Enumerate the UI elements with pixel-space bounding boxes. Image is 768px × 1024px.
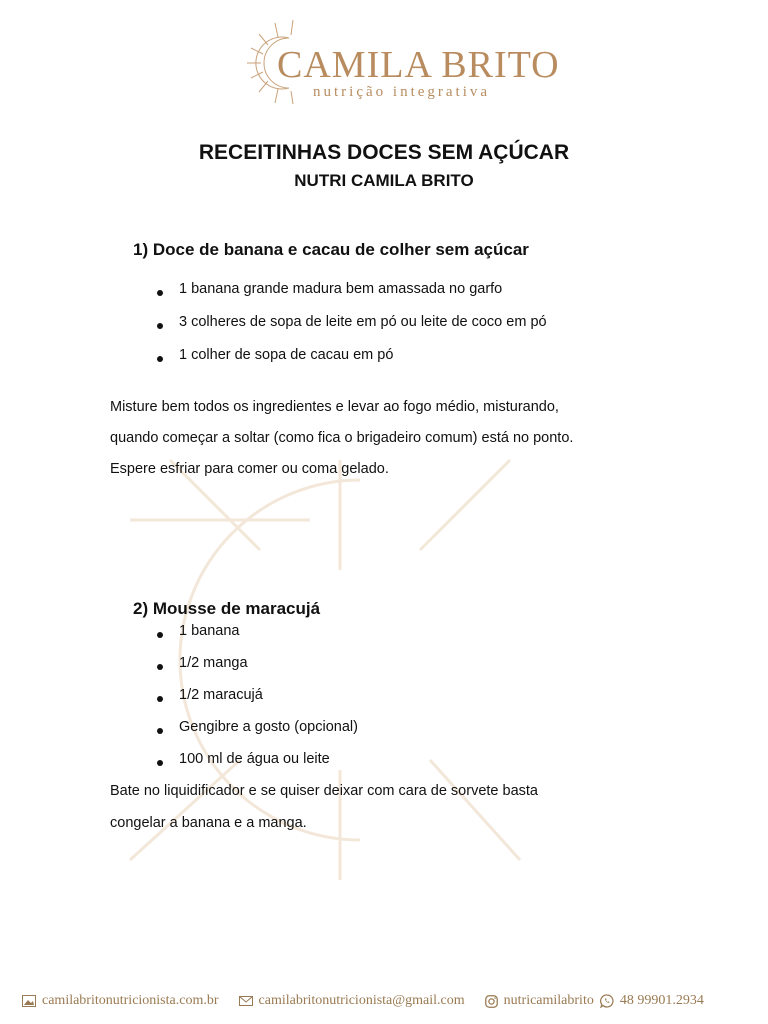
instagram-icon	[485, 995, 498, 1008]
recipe-1-ingredient-list	[155, 281, 547, 380]
list-item: 3 colheres de sopa de leite em pó ou leite de coco em pó	[155, 314, 547, 347]
recipe-2-heading: 2) Mousse de maracujá	[133, 599, 321, 618]
list-item: Gengibre a gosto (opcional)	[155, 719, 358, 751]
page-subtitle: NUTRI CAMILA BRITO	[294, 171, 474, 190]
footer-instagram-link[interactable]: nutricamilabrito	[503, 993, 594, 1008]
page-title: RECEITINHAS DOCES SEM AÇÚCAR	[198, 141, 570, 164]
list-item: 100 ml de água ou leite	[155, 751, 358, 783]
footer-phone[interactable]: 48 99901.2934	[619, 993, 704, 1008]
whatsapp-icon	[600, 994, 614, 1008]
recipe-1-instructions-line: Misture bem todos os ingredientes e levar ao fogo médio, misturando,	[110, 399, 559, 415]
footer-email-link[interactable]: camilabritonutricionista@gmail.com	[258, 993, 465, 1008]
list-item: 1 banana grande madura bem amassada no garfo	[155, 281, 547, 314]
footer-contacts	[22, 991, 704, 1011]
logo-name: CAMILA BRITO	[277, 44, 560, 86]
list-item: 1/2 manga	[155, 655, 358, 687]
recipe-1-instructions-line: Espere esfriar para comer ou coma gelado.	[110, 461, 389, 477]
recipe-2-ingredient-list	[155, 623, 358, 783]
logo-tagline: nutrição integrativa	[313, 84, 491, 100]
footer-website-link[interactable]: camilabritonutricionista.com.br	[42, 993, 219, 1008]
recipe-2-instructions-line: congelar a banana e a manga.	[110, 815, 307, 831]
envelope-icon	[239, 996, 253, 1006]
list-item: 1 banana	[155, 623, 358, 655]
list-item: 1/2 maracujá	[155, 687, 358, 719]
recipe-1-instructions-line: quando começar a soltar (como fica o brigadeiro comum) está no ponto.	[110, 430, 574, 446]
brand-logo	[245, 18, 560, 106]
image-icon	[22, 995, 36, 1007]
recipe-2-instructions-line: Bate no liquidificador e se quiser deixar com cara de sorvete basta	[110, 783, 538, 799]
list-item: 1 colher de sopa de cacau em pó	[155, 347, 547, 380]
recipe-1-heading: 1) Doce de banana e cacau de colher sem açúcar	[133, 240, 529, 259]
